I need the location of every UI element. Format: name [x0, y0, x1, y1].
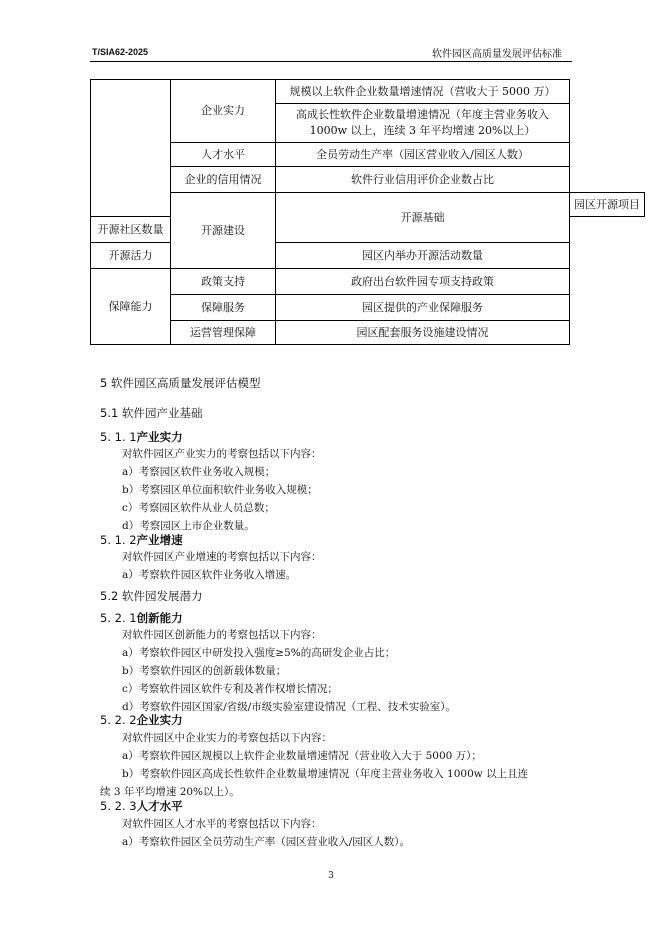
- section-5-2-heading: 5.2 软件园发展潜力: [100, 589, 203, 603]
- section-5-2-2-body: [100, 729, 564, 801]
- section-5-heading: 5 软件园区高质量发展评估模型: [100, 376, 261, 390]
- doc-running-title: 软件园区高质量发展评估标准: [432, 49, 562, 60]
- list-item: a）考察软件园区软件业务收入增速。: [122, 569, 297, 581]
- table-cell-item: 园区内举办开源活动数量: [276, 243, 570, 269]
- table-cell-item: 规模以上软件企业数量增速情况（营收大于 5000 万）: [276, 80, 570, 104]
- list-item: d）考察园区上市企业数量。: [122, 520, 255, 532]
- section-title: 创新能力: [136, 611, 183, 625]
- table-cell-item: 开源社区数量: [91, 217, 171, 243]
- table-cell-sub: 保障服务: [171, 295, 276, 321]
- table-cell-sub: 企业实力: [171, 80, 276, 143]
- table-cell-main-empty: [91, 80, 171, 217]
- section-number: 5. 1. 1: [100, 430, 137, 444]
- paragraph: 对软件园区中企业实力的考察包括以下内容：: [122, 732, 332, 744]
- list-item: b）考察软件园区的创新载体数量；: [122, 665, 287, 677]
- table-cell-main: 开源建设: [171, 193, 276, 269]
- list-item: c）考察园区软件从业人员总数；: [122, 502, 275, 514]
- section-title: 人才水平: [136, 799, 183, 813]
- indicator-table: [90, 79, 645, 345]
- header-rule: [90, 61, 572, 62]
- list-item: c）考察软件园区软件专利及著作权增长情况；: [122, 683, 338, 695]
- section-5-1-1-body: [100, 445, 564, 535]
- table-cell-sub: 企业的信用情况: [171, 167, 276, 193]
- section-5-2-3-body: [100, 815, 564, 851]
- section-number: 5. 2. 2: [100, 713, 137, 727]
- paragraph: 对软件园区产业增速的考察包括以下内容：: [122, 551, 322, 563]
- section-title: 产业增速: [136, 533, 183, 547]
- list-item: a）考察软件园区规模以上软件企业数量增速情况（营业收入大于 5000 万）；: [122, 750, 482, 762]
- list-item: a）考察软件园区全员劳动生产率（园区营业收入/园区人数）。: [122, 836, 411, 848]
- list-item: b）考察软件园区高成长性软件企业数量增速情况（年度主营业务收入 1000w 以上且连: [122, 768, 529, 780]
- table-cell-sub: 人才水平: [171, 143, 276, 167]
- section-5-1-2-body: [100, 548, 564, 584]
- section-number: 5. 2. 3: [100, 799, 137, 813]
- table-cell-sub: 开源基础: [276, 193, 570, 243]
- section-5-2-1-heading: [100, 610, 183, 626]
- table-cell-item: 高成长性软件企业数量增速情况（年度主营业务收入 1000w 以上，连续 3 年平均增速 20%以上）: [276, 104, 570, 143]
- table-cell-item: 全员劳动生产率（园区营业收入/园区人数）: [276, 143, 570, 167]
- page-number: 3: [328, 871, 334, 881]
- section-5-2-2-heading: [100, 712, 183, 728]
- doc-standard-code: T/SIA62-2025: [92, 47, 149, 57]
- list-item: b）考察园区单位面积软件业务收入规模；: [122, 484, 318, 496]
- table-cell-main: 保障能力: [91, 269, 171, 345]
- table-cell-item: 园区开源项目: [570, 193, 645, 217]
- section-title: 产业实力: [136, 430, 183, 444]
- paragraph: 对软件园区产业实力的考察包括以下内容：: [122, 448, 322, 460]
- section-number: 5. 1. 2: [100, 533, 137, 547]
- list-item: a）考察软件园区中研发投入强度≥5%的高研发企业占比；: [122, 647, 396, 659]
- section-5-2-1-body: [100, 626, 564, 716]
- paragraph: 对软件园区人才水平的考察包括以下内容：: [122, 818, 322, 830]
- list-item: d）考察软件园区国家/省级/市级实验室建设情况（工程、技术实验室）。: [122, 701, 457, 713]
- section-5-1-1-heading: [100, 429, 183, 445]
- list-item-continuation: 续 3 年平均增速 20%以上）。: [100, 786, 240, 798]
- section-5-1-2-heading: [100, 532, 183, 548]
- list-item: a）考察园区软件业务收入规模；: [122, 466, 276, 478]
- section-5-1-heading: 5.1 软件园产业基础: [100, 406, 203, 420]
- table-cell-sub: 运营管理保障: [171, 321, 276, 345]
- section-5-2-3-heading: [100, 798, 183, 814]
- table-cell-item: 园区配套服务设施建设情况: [276, 321, 570, 345]
- section-number: 5. 2. 1: [100, 611, 137, 625]
- table-cell-item: 政府出台软件园专项支持政策: [276, 269, 570, 295]
- table-cell-item: 园区提供的产业保障服务: [276, 295, 570, 321]
- paragraph: 对软件园区创新能力的考察包括以下内容：: [122, 629, 322, 641]
- table-cell-sub: 开源活力: [91, 243, 171, 269]
- table-cell-sub: 政策支持: [171, 269, 276, 295]
- table-cell-item: 软件行业信用评价企业数占比: [276, 167, 570, 193]
- section-title: 企业实力: [136, 713, 183, 727]
